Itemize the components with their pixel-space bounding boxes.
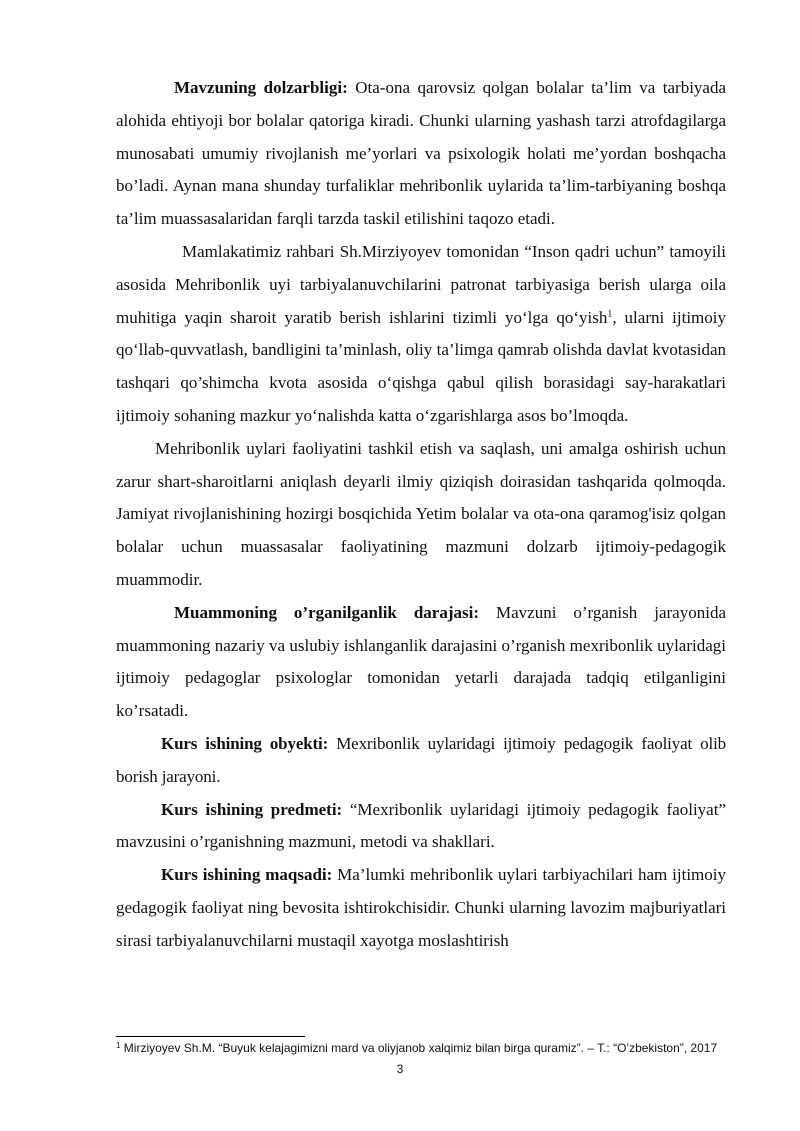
paragraph-text: Mexribonlik uylaridagi ijtimoiy pedagogik faoliyat olib borish jarayoni. [116, 733, 726, 786]
paragraph-orphanages [116, 433, 726, 597]
paragraph-object [116, 728, 726, 794]
footnote [116, 1040, 726, 1056]
paragraph-relevance [116, 72, 726, 236]
paragraph-text: Ma’lumki mehribonlik uylari tarbiyachilari ham ijtimoiy gedagogik faoliyat ning bevosita ishtirokchisidir. Chunki ularning lavozim majburiyatlari sirasi tarbiyalanuvchilarni mustaqil xayotga moslashtirish [116, 865, 726, 950]
heading-subject: Kurs ishining predmeti: [161, 799, 343, 819]
paragraph-text: Mamlakatimiz rahbari Sh.Mirziyoyev tomonidan “Inson qadri uchun” tamoyili asosida Mehribonlik uyi tarbiyalanuvchilarini patronat tarbiyasiga berish ularga oila muhitiga yaqin sharoit yaratib berish ishlarini tizimli yo‘lga qo‘yish [116, 241, 726, 327]
paragraph-text: Ota-ona qarovsiz qolgan bolalar ta’lim va tarbiyada alohida ehtiyoji bor bolalar qatoriga kiradi. Chunki ularning yashash tarzi atrofdagilarga munosabati umumiy rivojlanish me’yorlari va psixologik holati me’yordan boshqacha bo’ladi. Aynan mana shunday turfaliklar mehribonlik uylarida ta’lim-tarbiyaning boshqa ta’lim muassasalaridan farqli tarzda taskil etilishini taqozo etadi. [116, 78, 727, 229]
heading-relevance: Mavzuning dolzarbligi: [174, 78, 348, 97]
body-text [116, 72, 726, 958]
footnote-reference: 1 [607, 308, 613, 320]
paragraph-purpose [116, 859, 726, 957]
paragraph-text: , ularni ijtimoiy qo‘llab-quvvatlash, bandligini ta’minlash, oliy ta’limga qamrab olishda davlat kvotasidan tashqari qo’shimcha kvota asosida o‘qishga qabul qilish borasidagi say-harakatlari ijtimoiy sohaning mazkur yo‘nalishda katta o‘zgarishlarga asos bo’lmoqda. [116, 307, 727, 425]
footnote-divider [116, 1036, 305, 1037]
heading-purpose: Kurs ishining maqsadi: [161, 865, 333, 885]
footnote-mark: 1 [116, 1041, 121, 1050]
paragraph-text: “Mexribonlik uylaridagi ijtimoiy pedagogik faoliyat” mavzusini o’rganishning mazmuni, metodi va shakllari. [116, 799, 726, 852]
paragraph-text: Mavzuni o’rganish jarayonida muammoning nazariy va uslubiy ishlanganlik darajasini o’rganish mexribonlik uylaridagi ijtimoiy pedagoglar psixologlar tomonidan yetarli darajada tadqiq etilganligini ko’rsatadi. [116, 602, 726, 721]
heading-object: Kurs ishining obyekti: [161, 733, 329, 753]
paragraph-subject [116, 794, 726, 860]
paragraph-text: Mehribonlik uylari faoliyatini tashkil etish va saqlash, uni amalga oshirish uchun zarur shart-sharoitlarni aniqlash deyarli ilmiy qiziqish doirasidan tashqarida qolmoqda. Jamiyat rivojlanishining hozirgi bosqichida Yetim bolalar va ota-ona qaramog'isiz qolgan bolalar uchun muassasalar faoliyatining mazmuni dolzarb ijtimoiy-pedagogik muammodir. [116, 438, 726, 589]
paragraph-president [116, 236, 726, 433]
footnote-text: Mirziyoyev Sh.M. “Buyuk kelajagimizni mard va oliyjanob xalqimiz bilan birga quramiz”. – T.: “O’zbekiston”, 2017 [120, 1041, 718, 1055]
heading-research-degree: Muammoning o’rganilganlik darajasi: [174, 602, 480, 622]
paragraph-research-degree [116, 597, 726, 728]
page-number: 3 [396, 1062, 404, 1076]
